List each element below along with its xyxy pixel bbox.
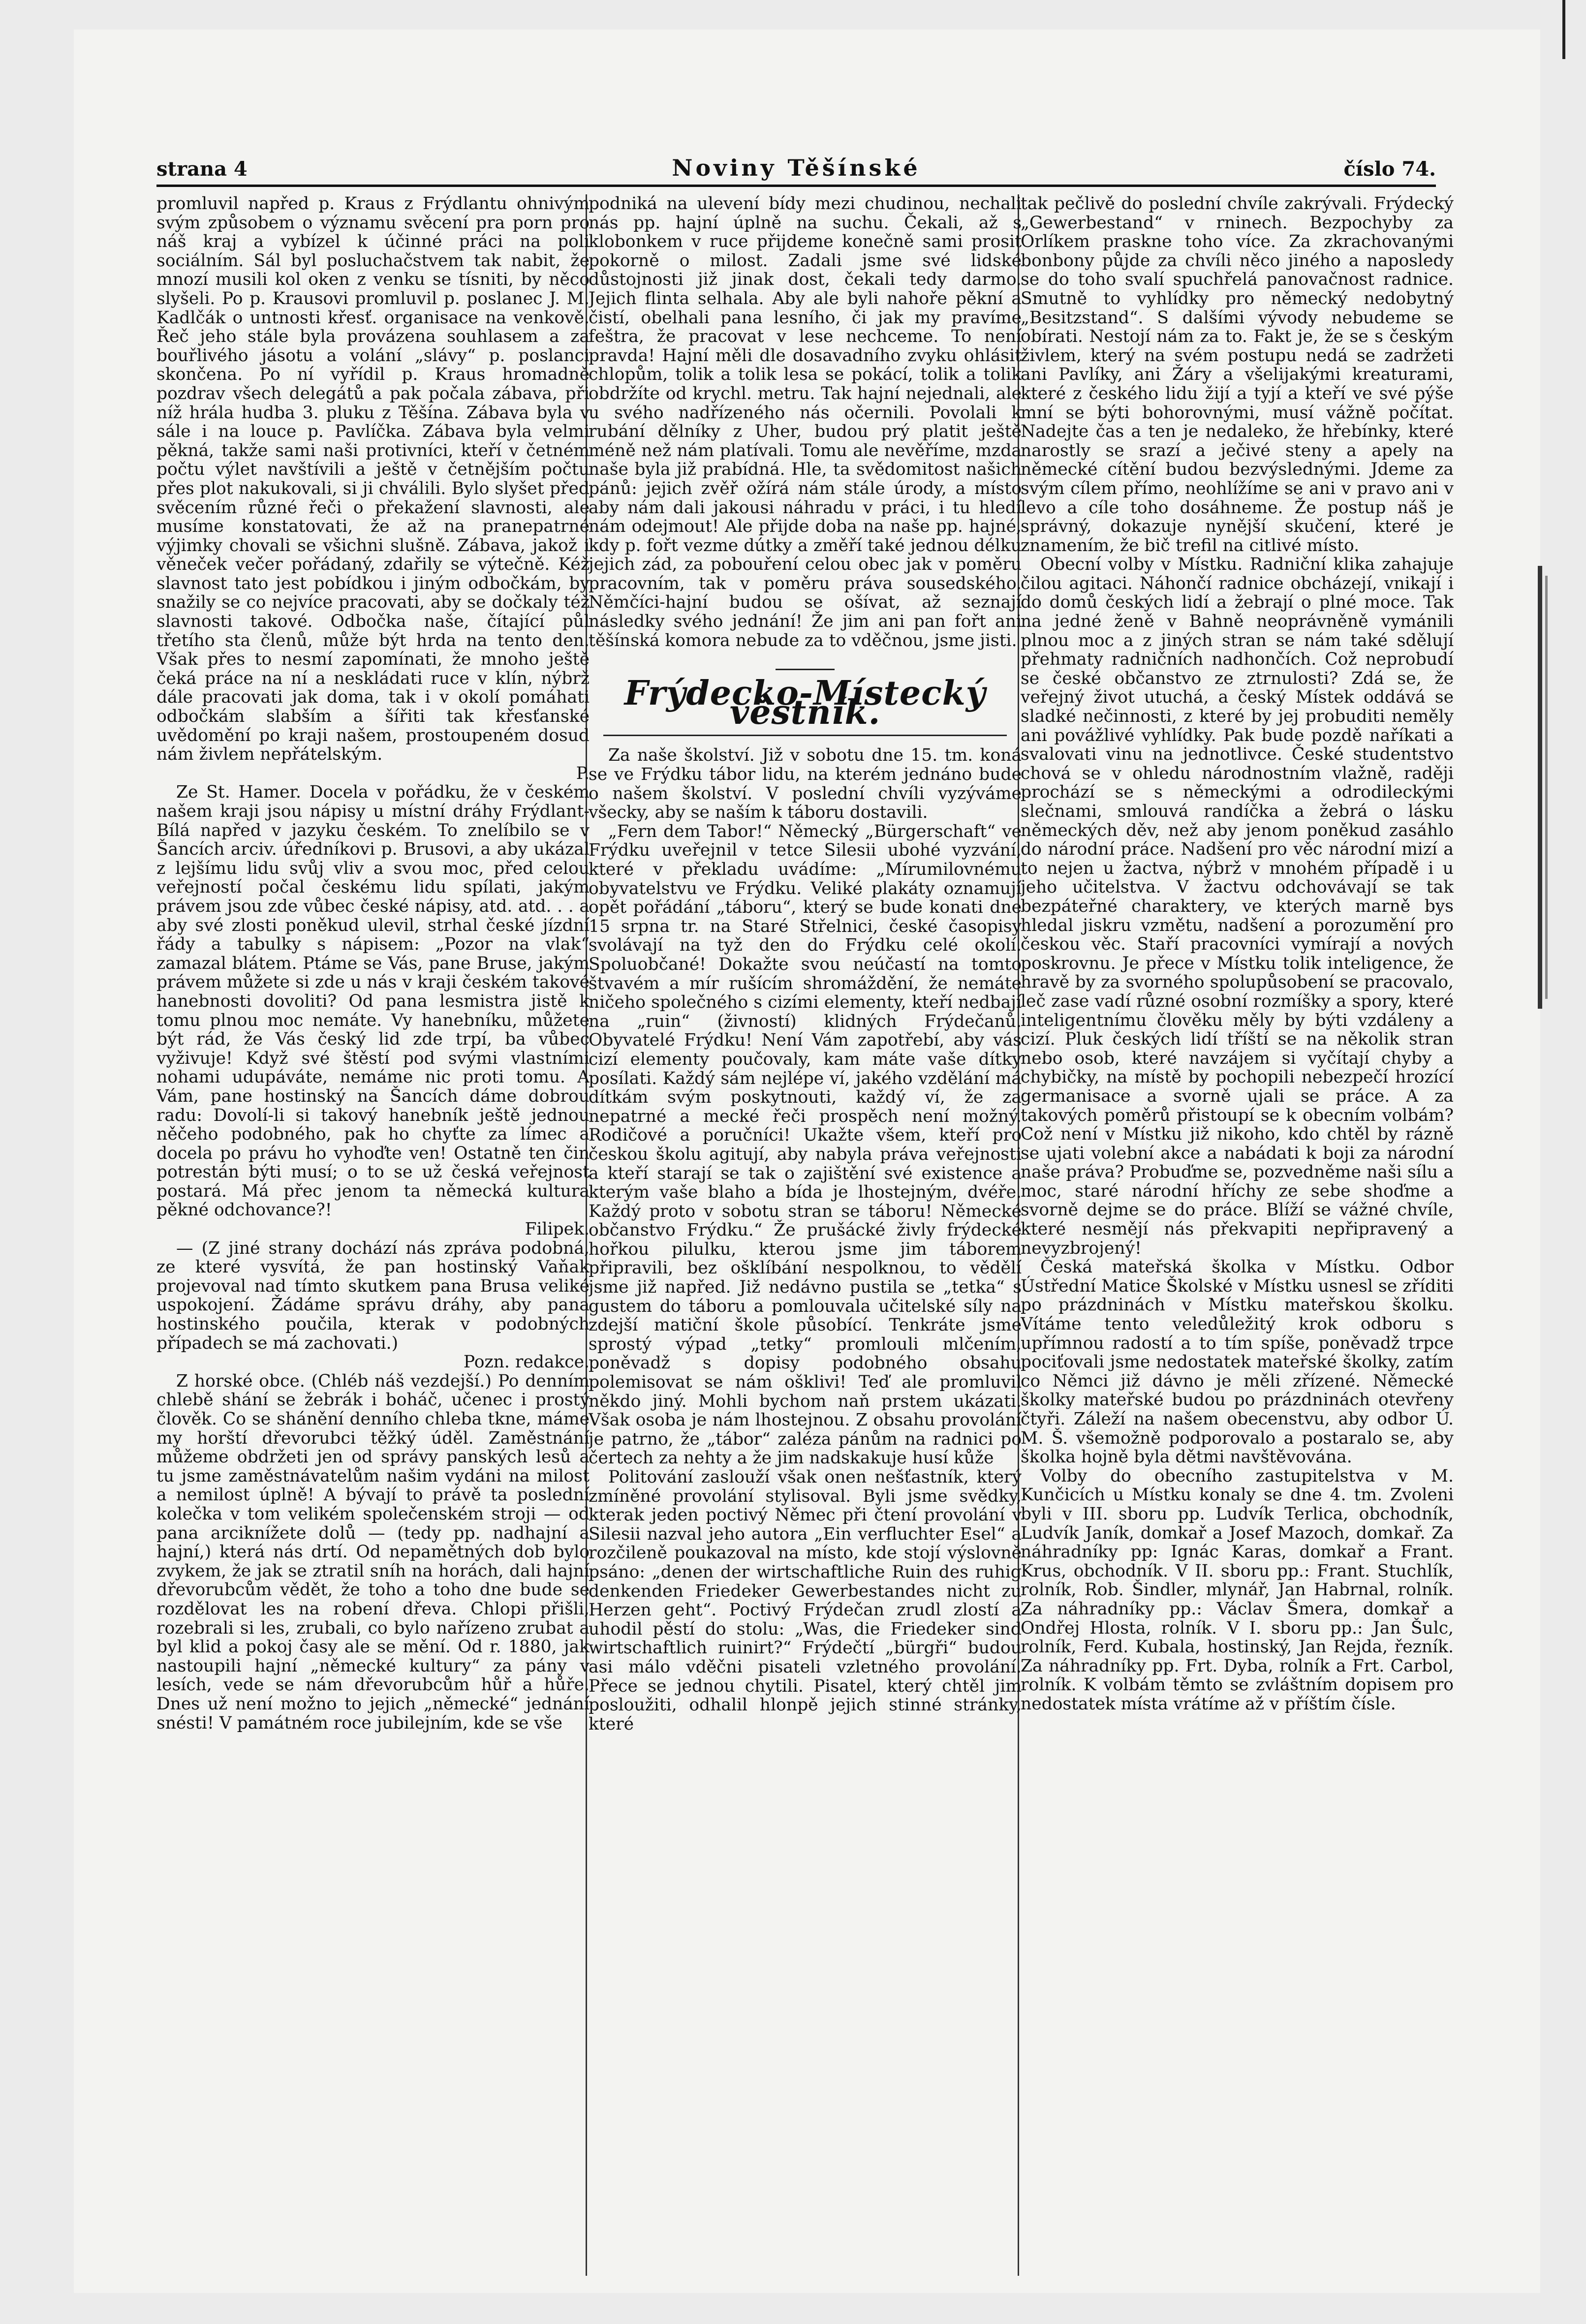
margin-bar [1538,566,1542,1009]
article-signature: Pozn. redakce. [463,1352,590,1372]
article-paragraph: Česká mateřská školka v Místku. Odbor Ústřední Matice Školské v Místku usnesl se zříditi po prázdninách v Místku mateřskou školku. Vítáme tento veledůležitý krok odboru s upřímnou radostí a to tím spíše, poněvadž trpce pociťovali jsme nedostatek mateřské školky, zatím co Němci již dávno je měli zřízené. Německé školky mateřské budou po prázdninách otevřeny čtyři. Záleží na našem obecenstvu, aby odbor Ú. M. Š. všemožně podporovalo a postaralo se, aby školka hojně byla dětmi navštěvována. [1021,1257,1454,1467]
article-paragraph: Ze St. Hamer. Docela v pořádku, že v českém našem kraji jsou nápisy u místní dráhy Frýdlant-Bílá napřed v jazyku českém. To znelíbilo se v Šancích arciv. úředníkovi p. Brusovi, a aby ukázal z lejšímu lidu svůj vliv a svou moc, před celou veřejností počal českému lidu spílati, jakým právem jsou zde vůbec české nápisy, atd. atd. . . a aby své zlosti poněkud ulevil, strhal české jízdní řády a tabulky s nápisem: „Pozor na vlak“ zamazal blátem. Ptáme se Vás, pane Bruse, jakým právem můžete si zde u nás v kraji českém takové hanebnosti dovoliti? Od pana lesmistra jistě k tomu plnou moc nemáte. Vy hanebníku, můžete být rád, že Vás český lid zde trpí, ba vůbec vyživuje! Když své štěstí pod svými vlastními nohami udupáváte, nemáme nic proti tomu. A Vám, pane hostinský na Šancích dáme dobrou radu: Dovolí-li si takový hanebník ještě jednou něčeho podobného, pak ho chyťte za límec a docela po právu ho vyhoďte ven! Ostatně ten čin potrestán býti musí; o to se už česká veřejnost postará. Má přec jenom ta německá kultura pěkné odchovance?! [156,782,590,1220]
article-paragraph: Obecní volby v Místku. Radniční klika zahajuje čilou agitaci. Náhončí radnice obcházejí, vnikají i do domů českých lidí a žebrají o plné moce. Tak na jedné ženě v Bahně neoprávněně vymánili plnou moc a z jiných stran se nám také sdělují přehmaty radničních nadhončích. Což neprobudí se české občanstvo ze ztrnulosti? Zdá se, že veřejný život utuchá, a český Místek oddává se sladké nečinnosti, z které by jej probuditi neměly ani povážlivé vyhlídky. Pak bude pozdě naříkati a svalovati vinu na jednotlivce. České studentstvo chová se v ohledu národnostním vlažně, raději prochází se s německými a odrodileckými slečnami, smlouvá randíčka a žebrá o lásku německých děv, než aby jenom poněkud zasáhlo do národní práce. Nadšení pro věc národní mizí a to nejen u žactva, nýbrž v mnohém případě i u jeho učitelstva. V žactvu odchovávají se tak bezpáteřné charaktery, ve kterých marně bys hledal jiskru vzmětu, nadšení a porozumění pro českou věc. Staří pracovníci vymírají a nových poskrovnu. Je přece v Místku tolik inteligence, že hravě by za svorného spolupůsobení se pracovalo, leč zase vadí různé osobní rozmíšky a spory, které inteligentnímu člověku měly by býti vzdáleny a cizí. Pluk českých lidí tříští se na několik stran nebo osob, které navzájem si vyčítají chyby a chybičky, na místě by pochopili nebezpečí hrozící germanisace a svorně ujali se práce. A za takových poměrů přistoupí se k obecním volbám? Což není v Místku již nikoho, kdo chtěl by rázně se ujati volební akce a nabádati k boji za národní naše práva? Probuďme se, pozvedněme naši sílu a moc, staré národní hříchy ze sebe shoďme a svorně dejme se do práce. Blíží se vážné chvíle, které nesmějí nás překvapiti nepřipravený a nevyzbrojený! [1021,555,1454,1258]
article-paragraph: tak pečlivě do poslední chvíle zakrývali. Frýdecký „Gewerbestand“ v rninech. Bezpochyby za Orlíkem praskne toho více. Za zkrachovanými bonbony půjde za chvíli něco jiného a naposledy se do toho svalí spuchřelá panovačnost radnice. Smutně to vyhlídky pro německý nedobytný „Besitzstand“. S dalšími vývody nebudeme se obírati. Nestojí nám za to. Fakt je, že se s českým živlem, který na svém postupu nedá se zadržeti ani Pavlíky, ani Žáry a všelijakými kreaturami, které z českého lidu žijí a tyjí a kteří ve své pýše mní se býti bohorovnými, musí vážně počítat. Nadejte čas a ten je nedaleko, že hřebínky, které narostly se srazí a ječivé steny a apely na německé cítění budou bezvýslednými. Jdeme za svým cílem přímo, neohlížíme se ani v pravo ani v levo a cíle toho dosáhneme. Že postup náš je správný, dokazuje nynější skučení, které je znamením, že bič trefil na citlivé místo. [1021,194,1454,556]
newspaper-title: Noviny Těšínské [672,155,921,181]
header-rule [156,185,1436,187]
article-paragraph: promluvil napřed p. Kraus z Frýdlantu ohnivým svým způsobem o významu svěcení pra porn pro náš kraj a vybízel k účinné práci na poli sociálním. Sál byl posluchačstvem tak nabit, že mnozí musili kol oken z venku se tísniti, by něco slyšeli. Po p. Krausovi promluvil p. poslanec J. M. Kadlčák o untnosti křesť. organisace na venkově. Řeč jeho stále byla provázena souhlasem a za bouřlivého jásotu a volání „slávy“ p. poslanci skončena. Po ní vyřídil p. Kraus hromadně pozdrav všech delegátů a pak počala zábava, při níž hrála hudba 3. pluku z Těšína. Zábava byla v sále i na louce p. Pavlíčka. Zábava byla velmi pěkná, takže sami naši protivníci, kteří v četném počtu výlet navštívili a ještě v četnějším počtu přes plot nakukovali, si ji chválili. Bylo slyšet před svěcením různé řeči o překažení slavnosti, ale musíme konstatovati, že až na pranepatrné výjimky chovali se všichni slušně. Zábava, jakož i věneček večer pořádaný, zdařily se výtečně. Kéž slavnost tato jest pobídkou i jiným odbočkám, by snažily se co nejvíce pracovati, aby se dočkaly též slavnosti takové. Odbočka naše, čítající půl třetího sta členů, může být hrda na tento den. Však přes to nesmí zapomínati, že mnoho ještě čeká práce na ní a neskládati ruce v klín, nýbrž dále pracovati jak doma, tak i v okolí pomáhati odbočkám slabším a šířiti tak křesťanské uvědomění po kraji našem, prostoupeném dosud nám živlem nepřátelským. [156,194,590,765]
column-3 [1021,194,1454,2286]
article-signature: P. [576,763,590,783]
article-paragraph: Politování zaslouží však onen nešťastník, který zmíněné provolání stylisoval. Byli jsme svědky, kterak jeden poctivý Němec při čtení provolání v Silesii nazval jeho autora „Ein verfluchter Esel“ a rozčileně poukazoval na místo, kde stojí výslovně psáno: „denen der wirtschaftliche Ruin des ruhig denkenden Friedeker Gewerbestandes nicht zu Herzen geht“. Poctivý Frýdečan zrudl zlostí a uhodil pěstí do stolu: „Was, die Friedeker sind wirtschaftlich ruinirt?“ Frýdečtí „bürgři“ budou asi málo vděčni pisateli vzletného provolání. Přece se jednou chytili. Pisatel, který chtěl jim posloužiti, odhalil hlonpě jejich stinné stránky, které [589,1467,1022,1734]
margin-bar [1545,576,1548,999]
page-header [156,154,1436,183]
article-paragraph: podniká na ulevení bídy mezi chudinou, nechali nás pp. hajní úplně na suchu. Čekali, až s klobonkem v ruce přijdeme konečně sami prosit pokorně o milost. Zadali jsme své lidské důstojnosti již jinak dost, čekali tedy darmo. Jejich flinta selhala. Aby ale byli nahoře pěkní a čistí, obelhali pana lesního, či jak my pravíme feštra, že pracovat v lese nechceme. To není pravda! Hajní měli dle dosavadního zvyku ohlásit chlopům, tolik a tolik lesa se pokácí, tolik a tolik obdržíte od krychl. metru. Tak hajní nejednali, ale u svého nadřízeného nás očernili. Povolali k rubání dělníky z Uher, budou prý platit ještě méně než nám platívali. Tomu ale nevěříme, mzda naše byla již prabídná. Hle, ta svědomitost našich pánů: jejich zvěř ožírá nám stále úrody, a místo aby nám dali jakousi náhradu v práci, i tu hledí nám odejmout! Ale přijde doba na naše pp. hajné, kdy p. fořt vezme dútky a změří také jednou délku jejich zád, za pobouření celou obec jak v poměru pracovním, tak v poměru práva sousedského. Němčíci-hajní budou se ošívat, až seznají následky svého jednání! Že jim ani pan fořt ani těšínská komora nebude za to vděčnou, jsme jisti. [589,194,1022,651]
article-paragraph: Za naše školství. Již v sobotu dne 15. tm. koná se ve Frýdku tábor lidu, na kterém jednáno bude o našem školství. V poslední chvíli vyzýváme všecky, aby se naším k táboru dostavili. [589,745,1022,823]
article-paragraph: Z horské obce. (Chléb náš vezdejší.) Po denním chlebě shání se žebrák i boháč, učenec i prostý člověk. Co se shánění denního chleba tkne, máme my horští dřevorubci těžký úděl. Zaměstnání můžeme obdržeti jen od správy panských lesů a tu jsme zaměstnávatelům našim vydáni na milost a nemilost úplně! A bývají to právě ta poslední kolečka v tom velikém společenském stroji — od pana arciknížete dolů — (tedy pp. nadhajní a hajní,) která nás drtí. Od nepamětných dob bylo zvykem, že jak se ztratil sníh na horách, dali hajní dřevorubcům vědět, že toho a toho dne bude se rozdělovat les na robení dřeva. Chlopi přišli, rozebrali si les, zrubali, co bylo nařízeno zrubat a byl klid a pokoj časy ale se mění. Od r. 1880, jak nastoupili hajní „německé kultury“ za pány v lesích, vede se nám dřevorubcům hůř a hůře. Dnes už není možno to jejich „německé“ jednání snésti! V památném roce jubilejním, kde se vše [156,1371,590,1733]
column-2 [589,194,1022,2286]
article-paragraph: — (Z jiné strany dochází nás zpráva podobná, ze které vysvítá, že pan hostinský Vaňak projevoval nad tímto skutkem pana Brusa veliké uspokojení. Žádáme správu dráhy, aby pana hostinského poučila, kterak v podobných případech se má zachovati.) [156,1238,590,1353]
article-paragraph: Volby do obecního zastupitelstva v M. Kunčicích u Místku konaly se dne 4. tm. Zvoleni byli v III. sboru pp. Ludvík Terlica, obchodník, Ludvík Janík, domkař a Josef Mazoch, domkař. Za náhradníky pp: Ignác Karas, domkař a Frant. Krus, obchodník. V II. sboru pp.: Frant. Stuchlík, rolník, Rob. Šindler, mlynář, Jan Habrnal, rolník. Za náhradníky pp.: Václav Šmera, domkař a Ondřej Hlosta, rolník. V I. sboru pp.: Jan Šulc, rolník, Ferd. Kubala, hostinský, Jan Rejda, řezník. Za náhradníky pp. Frt. Dyba, rolník a Frt. Carbol, rolník. K volbám těmto se zvláštním dopisem pro nedostatek místa vrátíme až v příštím čísle. [1021,1466,1454,1714]
page-number: strana 4 [156,157,248,181]
article-paragraph: „Fern dem Tabor!“ Německý „Bürgerschaft“ ve Frýdku uveřejnil v tetce Silesii ubohé vyzvání, které v překladu uvádíme: „Mírumilovnému obyvatelstvu ve Frýdku. Veliké plakáty oznamují opět pořádání „táboru“, který se bude konati dne 15 srpna tr. na Staré Střelnici, české časopisy svolávají na tyž den do Frýdku celé okolí. Spoluobčané! Dokažte svou neúčastí na tomto štvavém a mír rušícím shromáždění, že nemáte ničeho společného s cizími elementy, kteří nedbají na „ruin“ (živností) klidných Frýdečanů. Obyvatelé Frýdku! Není Vám zapotřebí, aby vás cizí elementy poučovaly, kam máte vaše dítky posílati. Každý sám nejlépe ví, jakého vzdělání má dítkám svým poskytnouti, každý ví, že za nepatrné a mecké řeči prospěch není možný. Rodičové a poručníci! Ukažte všem, kteří pro českou školu agitují, aby nabyla práva veřejnosti a kteří starají se tak o zajištění své existence a kterým vaše blaho a bída je lhostejným, dvéře. Každý proto v sobotu stran se táboru! Německé občanstvo Frýdku.“ Že prušácké živly frýdecké hořkou pilulku, kterou jsme jim táborem připravili, bez ošklíbání nespolknou, to vědělí jsme již napřed. Již nedávno pustila se „tetka“ s gustem do táboru a pomlouvala učitelské síly na zdejší matiční škole působící. Tenkráte jsme sprostý výpad „tetky“ promlouli mlčením, poněvadž s dopisy podobného obsahu polemisovat se nám ošklivi! Teď ale promluvil někdo jiný. Mohli bychom naň prstem ukázati. Však osoba je nám lhostejnou. Z obsahu provolání je patrno, že „tábor“ zaléza pánům na radnici po čertech za nehty a že jim nadskakuje husí kůže [589,821,1022,1468]
heading-rule [603,735,1007,736]
column-1 [156,194,590,2286]
scan-edge-mark [1562,0,1565,59]
article-signature: Filipek. [525,1219,590,1239]
section-separator [776,669,835,670]
section-heading: Frýdecko-Místecký věstník. [624,674,986,732]
issue-number: číslo 74. [1343,157,1436,181]
